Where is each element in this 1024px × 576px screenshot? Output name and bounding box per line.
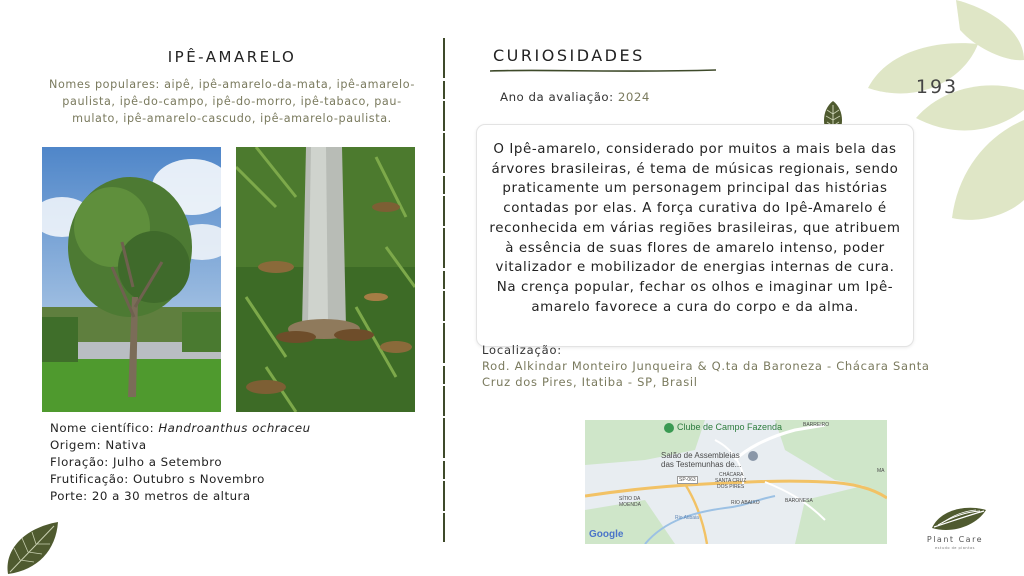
- map-label-baronesa: BARONESA: [785, 498, 813, 504]
- species-title: IPÊ-AMARELO: [167, 48, 297, 66]
- location-text: Rod. Alkindar Monteiro Junqueira & Q.ta da Baroneza - Chácara Santa Cruz dos Pires, Itatiba - SP, Brasil: [482, 359, 930, 389]
- map-label-edge: MA: [877, 468, 885, 474]
- vertical-divider: [442, 38, 446, 542]
- evaluation-value: 2024: [617, 90, 650, 104]
- popular-names: Nomes populares: aipê, ipê-amarelo-da-mata, ipê-amarelo-paulista, ipê-do-campo, ipê-do-morro, ipê-tabaco, pau-mulato, ipê-amarelo-cascudo, ipê-amarelo-paulista.: [49, 78, 415, 125]
- map-label-river: Rio Atibaia: [675, 515, 699, 521]
- scientific-name-label: Nome científico:: [50, 421, 155, 435]
- page-number: 193: [915, 76, 959, 98]
- flowering: Floração: Julho a Setembro: [50, 455, 223, 469]
- brand-tagline: estudo de plantas: [935, 546, 975, 550]
- evaluation-year: [500, 90, 650, 104]
- map-label-rio-abaixo: RIO ABAIXO: [731, 500, 760, 506]
- map-label-salao-1: Salão de Assembleias: [661, 451, 740, 460]
- brand-name: Plant Care: [926, 535, 984, 544]
- location-map[interactable]: [585, 420, 887, 544]
- map-label-chacara-3: DOS PIRES: [717, 484, 745, 490]
- tree-size: Porte: 20 a 30 metros de altura: [50, 489, 251, 503]
- map-label-chacara-1: CHÁCARA: [719, 472, 744, 478]
- map-label-club: Clube de Campo Fazenda: [677, 422, 783, 432]
- map-label-chacara-2: SANTA CRUZ: [715, 478, 747, 484]
- location-label: Localização:: [482, 343, 562, 357]
- section-title: CURIOSIDADES: [493, 46, 645, 65]
- title-underline: [490, 68, 716, 74]
- decorative-leaf: [0, 520, 60, 576]
- map-label-sitio-2: MOENDA: [619, 502, 641, 508]
- curiosity-text: O Ipê-amarelo, considerado por muitos a mais bela das árvores brasileiras, é tema de músicas regionais, sendo praticamente um personagem principal das histórias contadas por elas. A força curativa do Ipê-Amarelo é reconhecida em várias regiões brasileiras, que atribuem à essência de suas flores de amarelo intenso, poder vitalizador e mobilizador de energias internas de cura. Na crença popular, fechar os olhos e imaginar um Ipê-amarelo favorece a cura do corpo e da alma.: [489, 142, 901, 315]
- species-facts: [50, 420, 430, 505]
- fruiting: Frutificação: Outubro s Novembro: [50, 472, 265, 486]
- origin: Origem: Nativa: [50, 438, 147, 452]
- evaluation-label: Ano da avaliação:: [500, 90, 614, 104]
- map-label-salao-2: das Testemunhas de...: [661, 460, 742, 469]
- scientific-name-line: [50, 420, 430, 437]
- google-logo: Google: [589, 529, 624, 540]
- tree-photo: [42, 147, 221, 412]
- map-label-sitio-1: SÍTIO DA: [619, 496, 641, 502]
- map-label-barreiro: BARREIRO: [803, 422, 830, 428]
- trunk-photo: [236, 147, 415, 412]
- map-label-road: SP-063: [679, 477, 696, 483]
- scientific-name-value: Handroanthus ochraceu: [158, 421, 311, 435]
